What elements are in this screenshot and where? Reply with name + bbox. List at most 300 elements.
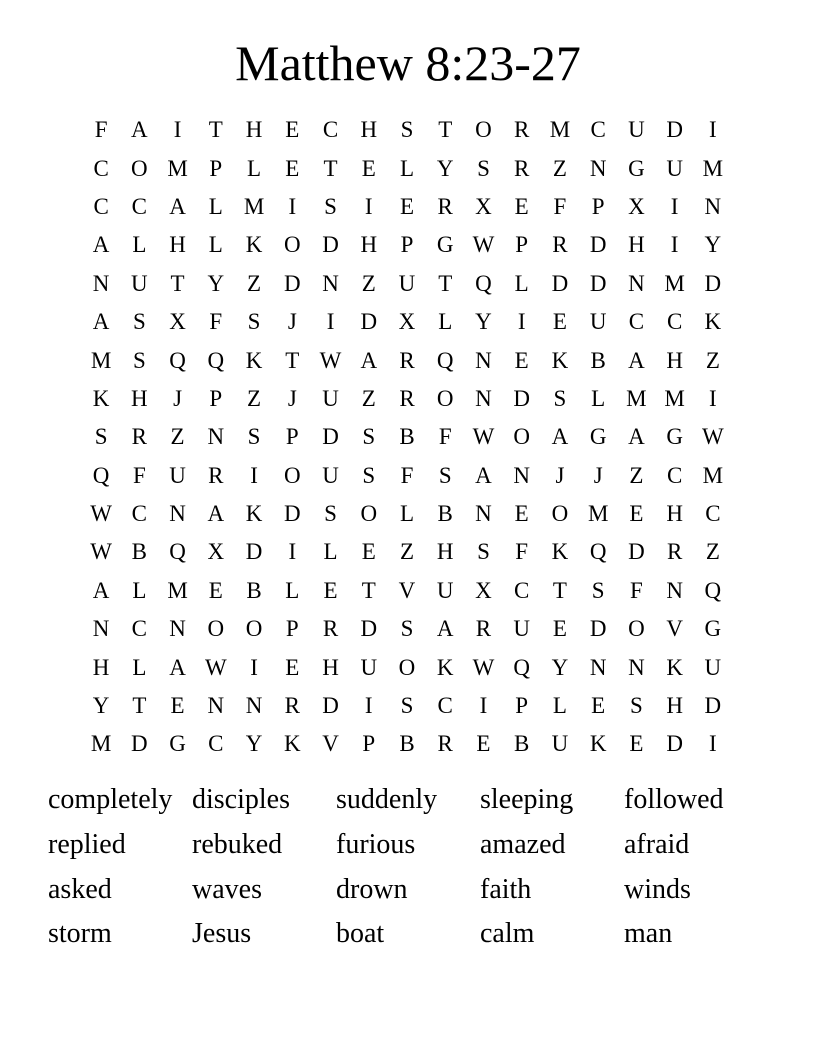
grid-letter: X bbox=[475, 577, 492, 603]
word-bank-item: sleeping bbox=[480, 784, 574, 815]
grid-letter: H bbox=[245, 117, 263, 143]
grid-letter: B bbox=[246, 577, 262, 603]
grid-letter: U bbox=[322, 385, 339, 411]
grid-letter: W bbox=[90, 501, 112, 527]
grid-row bbox=[82, 725, 732, 763]
grid-letter: C bbox=[131, 616, 148, 642]
grid-letter: F bbox=[132, 462, 146, 488]
word-bank-item: calm bbox=[480, 918, 535, 950]
grid-letter: R bbox=[322, 616, 339, 642]
grid-letter: D bbox=[322, 693, 339, 719]
grid-letter: I bbox=[709, 385, 717, 411]
grid-letter: S bbox=[477, 155, 490, 181]
grid-letter: Z bbox=[247, 270, 262, 296]
grid-letter: L bbox=[399, 501, 415, 527]
grid-letter: S bbox=[132, 347, 146, 373]
grid-letter: O bbox=[283, 232, 301, 258]
word-bank-item: rebuked bbox=[192, 828, 283, 860]
grid-row bbox=[82, 149, 732, 187]
grid-letter: U bbox=[322, 462, 339, 488]
grid-letter: J bbox=[287, 309, 297, 335]
grid-row bbox=[82, 457, 732, 495]
grid-letter: J bbox=[593, 462, 603, 488]
grid-letter: D bbox=[551, 270, 569, 296]
grid-letter: I bbox=[250, 654, 258, 680]
grid-row bbox=[82, 265, 732, 303]
word-bank-item: storm bbox=[48, 918, 112, 950]
grid-letter: C bbox=[437, 693, 453, 719]
grid-letter: X bbox=[628, 193, 645, 219]
grid-letter: X bbox=[398, 309, 416, 335]
grid-letter: C bbox=[131, 501, 148, 527]
grid-letter: R bbox=[437, 731, 453, 757]
grid-row bbox=[82, 495, 732, 533]
grid-letter: U bbox=[169, 462, 186, 488]
grid-letter: T bbox=[285, 347, 300, 373]
grid-letter: K bbox=[245, 501, 263, 527]
grid-letter: P bbox=[209, 385, 223, 411]
grid-letter: H bbox=[169, 232, 186, 258]
grid-row bbox=[82, 226, 732, 264]
grid-letter: U bbox=[628, 117, 645, 143]
grid-letter: D bbox=[360, 309, 378, 335]
grid-letter: T bbox=[438, 270, 453, 296]
grid-letter: A bbox=[475, 462, 492, 488]
grid-letter: R bbox=[399, 385, 415, 411]
grid-letter: Q bbox=[475, 270, 492, 296]
grid-letter: I bbox=[250, 462, 258, 488]
grid-letter: N bbox=[589, 155, 607, 181]
grid-letter: P bbox=[515, 693, 529, 719]
grid-letter: Z bbox=[705, 347, 720, 373]
grid-letter: P bbox=[515, 232, 529, 258]
grid-letter: K bbox=[666, 654, 683, 680]
grid-letter: I bbox=[173, 117, 182, 143]
grid-letter: T bbox=[323, 155, 338, 181]
grid-letter: D bbox=[322, 424, 339, 450]
grid-letter: D bbox=[283, 270, 301, 296]
grid-letter: S bbox=[438, 462, 452, 488]
grid-letter: M bbox=[702, 462, 724, 488]
grid-letter: Z bbox=[361, 270, 376, 296]
grid-letter: C bbox=[628, 309, 645, 335]
grid-letter: Y bbox=[704, 232, 722, 258]
word-bank-item: amazed bbox=[480, 828, 566, 860]
grid-letter: N bbox=[245, 693, 263, 719]
grid-letter: E bbox=[514, 501, 529, 527]
grid-letter: F bbox=[553, 193, 567, 219]
grid-letter: I bbox=[709, 731, 717, 757]
grid-letter: I bbox=[364, 193, 373, 219]
grid-letter: L bbox=[552, 693, 567, 719]
grid-letter: I bbox=[670, 232, 679, 258]
grid-letter: R bbox=[208, 462, 224, 488]
grid-letter: V bbox=[398, 577, 416, 603]
grid-letter: E bbox=[591, 693, 606, 719]
grid-letter: B bbox=[590, 347, 606, 373]
grid-letter: F bbox=[630, 577, 643, 603]
grid-letter: G bbox=[628, 155, 645, 181]
grid-letter: Q bbox=[436, 347, 454, 373]
grid-letter: L bbox=[132, 654, 147, 680]
grid-letter: F bbox=[515, 539, 529, 565]
grid-letter: N bbox=[628, 270, 645, 296]
grid-letter: E bbox=[399, 193, 415, 219]
grid-letter: H bbox=[628, 232, 645, 258]
grid-letter: U bbox=[666, 155, 683, 181]
grid-letter: I bbox=[670, 193, 679, 219]
grid-letter: A bbox=[436, 616, 454, 642]
grid-letter: K bbox=[589, 731, 607, 757]
grid-letter: E bbox=[476, 731, 491, 757]
grid-letter: H bbox=[436, 539, 454, 565]
grid-letter: R bbox=[475, 616, 492, 642]
grid-letter: Q bbox=[589, 539, 607, 565]
grid-letter: L bbox=[323, 539, 338, 565]
word-bank-item: man bbox=[624, 918, 673, 950]
grid-letter: U bbox=[513, 616, 530, 642]
grid-letter: I bbox=[517, 309, 526, 335]
grid-letter: U bbox=[589, 309, 607, 335]
grid-letter: Q bbox=[169, 539, 186, 565]
grid-letter: W bbox=[319, 347, 342, 373]
grid-letter: D bbox=[283, 501, 301, 527]
grid-letter: R bbox=[552, 232, 568, 258]
grid-letter: D bbox=[589, 270, 607, 296]
grid-letter: J bbox=[287, 385, 297, 411]
grid-row bbox=[82, 687, 732, 725]
grid-letter: B bbox=[131, 539, 148, 565]
grid-letter: M bbox=[702, 155, 724, 181]
grid-letter: S bbox=[247, 424, 261, 450]
grid-letter: T bbox=[361, 577, 376, 603]
grid-letter: V bbox=[666, 616, 683, 642]
grid-letter: R bbox=[131, 424, 148, 450]
grid-letter: N bbox=[92, 616, 110, 642]
grid-letter: K bbox=[92, 385, 110, 411]
grid-letter: O bbox=[207, 616, 225, 642]
grid-letter: P bbox=[285, 424, 299, 450]
grid-letter: W bbox=[472, 232, 495, 258]
grid-letter: P bbox=[285, 616, 299, 642]
grid-letter: W bbox=[472, 654, 495, 680]
grid-letter: O bbox=[551, 501, 569, 527]
grid-letter: I bbox=[364, 693, 373, 719]
grid-letter: E bbox=[629, 731, 644, 757]
grid-letter: P bbox=[400, 232, 414, 258]
grid-letter: N bbox=[475, 501, 492, 527]
grid-letter: L bbox=[208, 232, 223, 258]
grid-letter: I bbox=[709, 117, 717, 143]
word-bank-item: asked bbox=[48, 873, 112, 905]
grid-letter: O bbox=[628, 616, 645, 642]
grid-letter: N bbox=[666, 577, 683, 603]
grid-letter: A bbox=[360, 347, 378, 373]
word-bank-item: afraid bbox=[624, 828, 690, 860]
grid-letter: G bbox=[169, 731, 186, 757]
grid-letter: D bbox=[131, 731, 148, 757]
grid-letter: I bbox=[288, 193, 297, 219]
grid-letter: H bbox=[131, 385, 148, 411]
grid-letter: I bbox=[326, 309, 335, 335]
grid-letter: Y bbox=[245, 731, 263, 757]
grid-letter: N bbox=[513, 462, 530, 488]
grid-letter: A bbox=[92, 309, 110, 335]
grid-letter: V bbox=[322, 731, 339, 757]
grid-letter: K bbox=[436, 654, 454, 680]
grid-letter: A bbox=[628, 347, 645, 373]
word-bank-item: suddenly bbox=[336, 784, 438, 815]
grid-row bbox=[82, 648, 732, 686]
grid-letter: O bbox=[436, 385, 454, 411]
grid-letter: K bbox=[551, 347, 569, 373]
grid-row bbox=[82, 303, 732, 341]
grid-letter: S bbox=[400, 616, 414, 642]
grid-letter: R bbox=[284, 693, 300, 719]
grid-letter: A bbox=[169, 193, 186, 219]
grid-letter: A bbox=[131, 117, 148, 143]
grid-letter: S bbox=[362, 462, 376, 488]
grid-letter: Q bbox=[513, 654, 530, 680]
grid-letter: M bbox=[664, 385, 685, 411]
grid-letter: S bbox=[324, 193, 337, 219]
grid-letter: D bbox=[245, 539, 263, 565]
grid-letter: P bbox=[591, 193, 605, 219]
grid-letter: C bbox=[514, 577, 530, 603]
grid-letter: C bbox=[93, 193, 109, 219]
grid-letter: C bbox=[705, 501, 721, 527]
grid-letter: N bbox=[589, 654, 607, 680]
grid-letter: O bbox=[283, 462, 301, 488]
grid-letter: F bbox=[438, 424, 452, 450]
grid-letter: N bbox=[92, 270, 110, 296]
grid-letter: D bbox=[704, 270, 722, 296]
grid-letter: O bbox=[513, 424, 530, 450]
grid-letter: O bbox=[245, 616, 263, 642]
grid-letter: A bbox=[169, 654, 186, 680]
grid-letter: E bbox=[361, 155, 376, 181]
grid-letter: D bbox=[704, 693, 722, 719]
grid-letter: Z bbox=[170, 424, 185, 450]
grid-letter: B bbox=[514, 731, 530, 757]
grid-letter: E bbox=[552, 616, 567, 642]
grid-letter: S bbox=[132, 309, 146, 335]
grid-letter: R bbox=[666, 539, 683, 565]
grid-letter: K bbox=[704, 309, 722, 335]
word-bank bbox=[48, 778, 768, 957]
grid-letter: C bbox=[93, 155, 109, 181]
grid-letter: U bbox=[398, 270, 416, 296]
grid-letter: E bbox=[514, 347, 529, 373]
word-bank-item: winds bbox=[624, 873, 691, 905]
grid-letter: D bbox=[589, 616, 607, 642]
grid-row bbox=[82, 572, 732, 610]
grid-letter: P bbox=[209, 155, 223, 181]
grid-row bbox=[82, 418, 732, 456]
grid-letter: S bbox=[630, 693, 643, 719]
grid-letter: Z bbox=[705, 539, 720, 565]
grid-letter: M bbox=[587, 501, 609, 527]
grid-letter: X bbox=[169, 309, 186, 335]
grid-letter: H bbox=[666, 501, 683, 527]
grid-letter: N bbox=[704, 193, 722, 219]
grid-letter: K bbox=[245, 347, 263, 373]
grid-letter: O bbox=[360, 501, 378, 527]
grid-letter: D bbox=[360, 616, 378, 642]
grid-letter: U bbox=[551, 731, 569, 757]
grid-letter: L bbox=[438, 309, 453, 335]
word-bank-item: disciples bbox=[192, 784, 290, 815]
word-bank-item: followed bbox=[624, 784, 724, 815]
grid-letter: C bbox=[208, 731, 224, 757]
grid-letter: M bbox=[626, 385, 647, 411]
grid-letter: H bbox=[666, 693, 683, 719]
grid-letter: D bbox=[322, 232, 339, 258]
grid-letter: A bbox=[628, 424, 645, 450]
grid-letter: J bbox=[555, 462, 565, 488]
word-bank-item: furious bbox=[336, 828, 416, 860]
word-bank-item: faith bbox=[480, 873, 532, 905]
grid-letter: H bbox=[322, 654, 339, 680]
grid-letter: U bbox=[436, 577, 454, 603]
grid-letter: B bbox=[399, 731, 415, 757]
grid-letter: C bbox=[131, 193, 148, 219]
grid-letter: G bbox=[436, 232, 454, 258]
grid-letter: R bbox=[399, 347, 415, 373]
grid-letter: T bbox=[208, 117, 223, 143]
grid-letter: O bbox=[475, 117, 492, 143]
grid-letter: L bbox=[285, 577, 300, 603]
grid-letter: Z bbox=[247, 385, 262, 411]
grid-letter: Q bbox=[207, 347, 225, 373]
grid-letter: M bbox=[167, 155, 188, 181]
grid-letter: K bbox=[551, 539, 569, 565]
grid-letter: F bbox=[209, 309, 223, 335]
grid-letter: M bbox=[549, 117, 571, 143]
grid-row bbox=[82, 610, 732, 648]
grid-letter: M bbox=[90, 347, 112, 373]
grid-letter: E bbox=[285, 117, 300, 143]
grid-letter: C bbox=[322, 117, 339, 143]
grid-letter: W bbox=[472, 424, 495, 450]
grid-letter: E bbox=[323, 577, 338, 603]
word-bank-item: completely bbox=[48, 784, 173, 815]
grid-row bbox=[82, 380, 732, 418]
grid-letter: U bbox=[360, 654, 378, 680]
grid-letter: N bbox=[207, 424, 225, 450]
grid-letter: Y bbox=[436, 155, 454, 181]
grid-letter: Z bbox=[552, 155, 567, 181]
grid-letter: N bbox=[169, 616, 186, 642]
grid-letter: S bbox=[400, 693, 414, 719]
grid-letter: L bbox=[132, 232, 147, 258]
word-bank-item: drown bbox=[336, 873, 408, 905]
grid-letter: O bbox=[131, 155, 148, 181]
grid-letter: S bbox=[553, 385, 567, 411]
grid-letter: L bbox=[247, 155, 262, 181]
grid-letter: S bbox=[94, 424, 108, 450]
grid-letter: C bbox=[666, 309, 683, 335]
grid-letter: H bbox=[360, 117, 378, 143]
grid-letter: K bbox=[245, 232, 263, 258]
word-search-grid bbox=[82, 111, 732, 764]
grid-letter: E bbox=[552, 309, 567, 335]
grid-letter: E bbox=[285, 654, 300, 680]
page-title: Matthew 8:23-27 bbox=[235, 35, 581, 91]
grid-letter: T bbox=[132, 693, 147, 719]
grid-letter: Y bbox=[92, 693, 110, 719]
grid-letter: O bbox=[398, 654, 416, 680]
grid-letter: B bbox=[399, 424, 415, 450]
grid-letter: G bbox=[704, 616, 722, 642]
grid-letter: R bbox=[514, 155, 530, 181]
grid-row bbox=[82, 341, 732, 379]
grid-letter: S bbox=[477, 539, 490, 565]
grid-letter: Q bbox=[704, 577, 722, 603]
grid-letter: S bbox=[247, 309, 261, 335]
grid-letter: F bbox=[400, 462, 414, 488]
grid-letter: N bbox=[207, 693, 225, 719]
grid-letter: N bbox=[475, 347, 492, 373]
grid-letter: E bbox=[170, 693, 185, 719]
grid-letter: E bbox=[514, 193, 529, 219]
grid-letter: H bbox=[360, 232, 378, 258]
grid-letter: H bbox=[92, 654, 110, 680]
grid-letter: C bbox=[590, 117, 606, 143]
grid-letter: A bbox=[92, 577, 110, 603]
grid-letter: D bbox=[513, 385, 530, 411]
grid-letter: Y bbox=[207, 270, 225, 296]
word-bank-item: Jesus bbox=[192, 918, 252, 950]
grid-letter: S bbox=[362, 424, 376, 450]
grid-letter: D bbox=[628, 539, 645, 565]
grid-letter: Z bbox=[399, 539, 415, 565]
grid-letter: E bbox=[208, 577, 223, 603]
grid-letter: L bbox=[399, 155, 415, 181]
grid-letter: S bbox=[591, 577, 605, 603]
grid-letter: E bbox=[629, 501, 644, 527]
grid-letter: F bbox=[94, 117, 108, 143]
grid-letter: L bbox=[132, 577, 147, 603]
grid-letter: Q bbox=[169, 347, 186, 373]
grid-letter: C bbox=[666, 462, 683, 488]
grid-letter: D bbox=[666, 117, 683, 143]
grid-letter: B bbox=[437, 501, 453, 527]
grid-row bbox=[82, 111, 732, 149]
word-bank-item: replied bbox=[48, 828, 126, 860]
grid-letter: S bbox=[400, 117, 414, 143]
grid-letter: G bbox=[666, 424, 683, 450]
grid-letter: A bbox=[207, 501, 225, 527]
grid-letter: M bbox=[90, 731, 112, 757]
grid-letter: N bbox=[475, 385, 492, 411]
grid-letter: J bbox=[173, 385, 183, 411]
grid-letter: Y bbox=[551, 654, 569, 680]
grid-letter: W bbox=[204, 654, 227, 680]
grid-letter: I bbox=[479, 693, 488, 719]
grid-letter: N bbox=[628, 654, 645, 680]
grid-letter: Z bbox=[629, 462, 644, 488]
grid-letter: L bbox=[208, 193, 223, 219]
grid-letter: R bbox=[437, 193, 453, 219]
grid-letter: I bbox=[288, 539, 297, 565]
grid-letter: Q bbox=[92, 462, 110, 488]
grid-letter: T bbox=[170, 270, 185, 296]
grid-letter: W bbox=[90, 539, 112, 565]
grid-letter: D bbox=[589, 232, 607, 258]
word-bank-item: boat bbox=[336, 918, 385, 950]
grid-letter: N bbox=[169, 501, 186, 527]
